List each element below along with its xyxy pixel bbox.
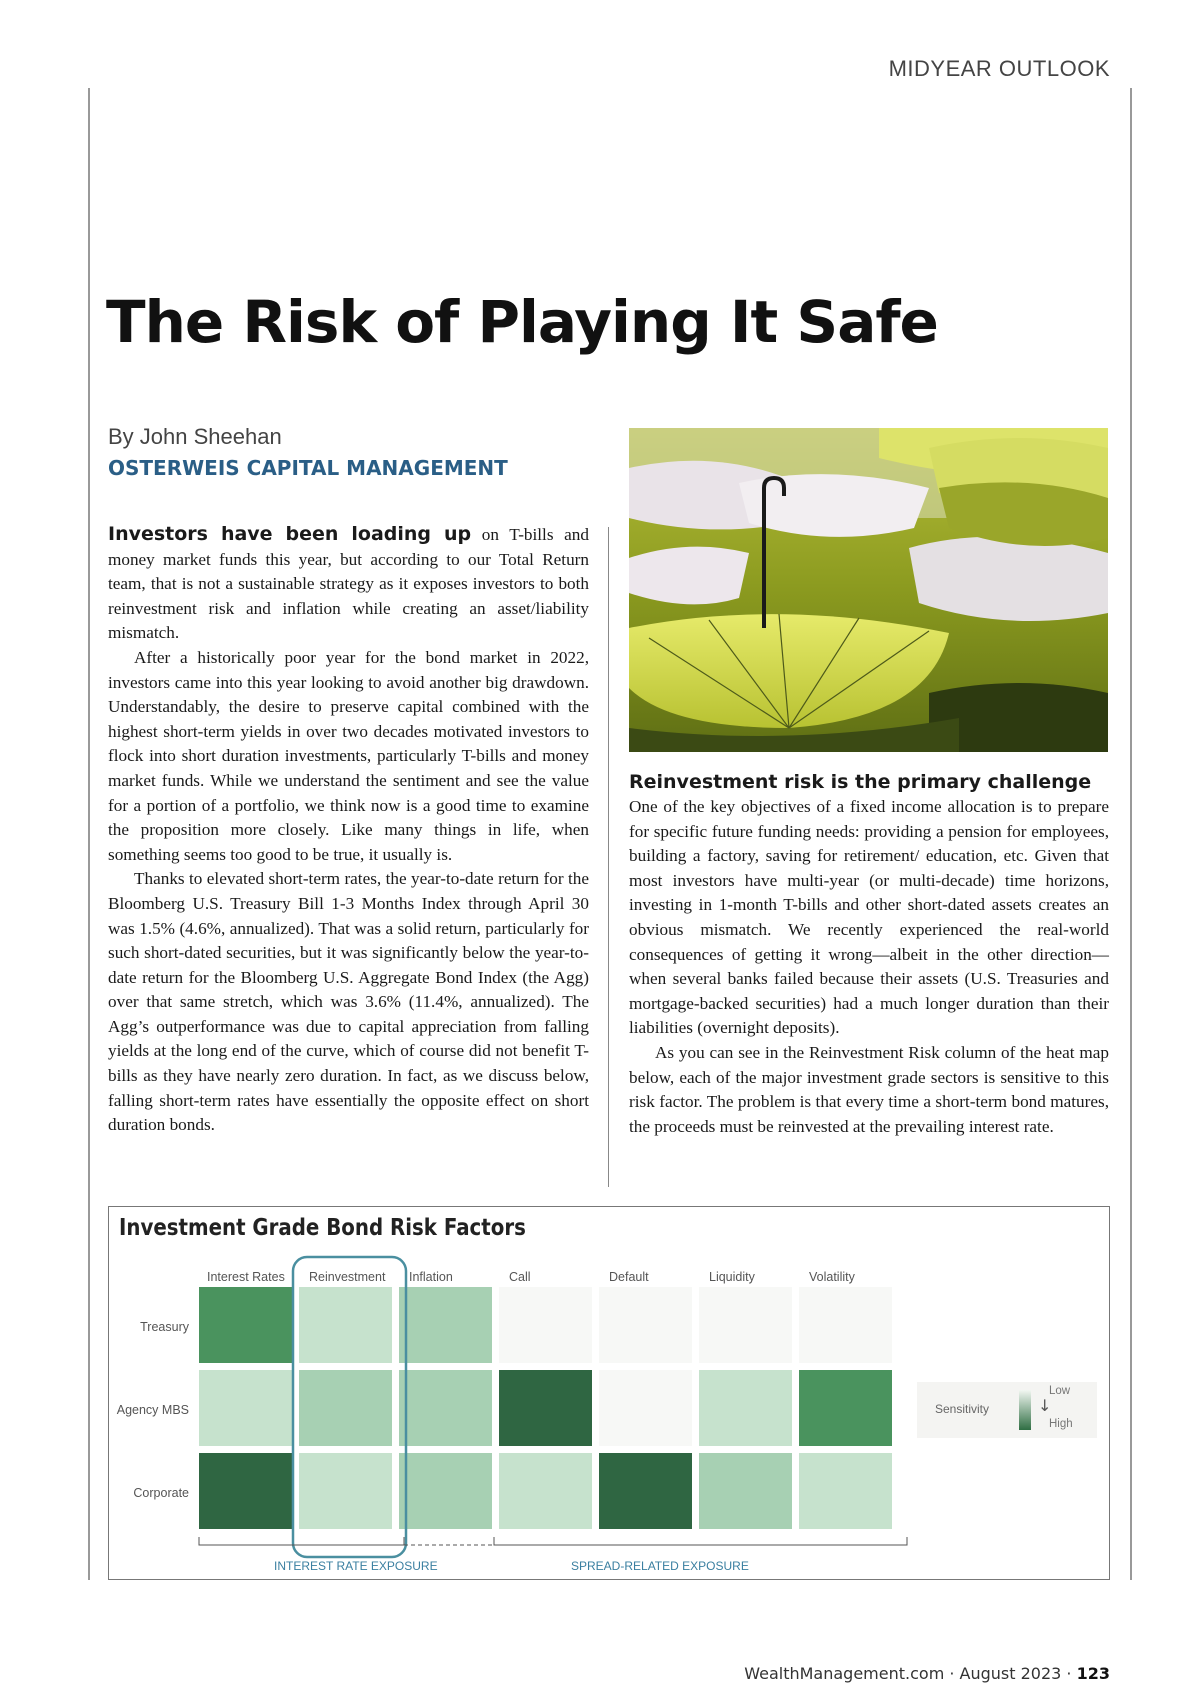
- paragraph-2: After a historically poor year for the bond market in 2022, investors came into this year looking to avoid another big drawdown. Understandably, the desire to preserve capital combined with the highest short-term yields in over two decades motivated investors to flock into short duration investments, particularly T-bills and money market funds. While we understand the sentiment and see the value for a portion of a portfolio, we think now is a good time to examine the proposition more closely. Like many things in life, when something seems too good to be true, it usually is.: [108, 647, 589, 864]
- heatmap-cell-agency-mbs-interest-rates: [199, 1370, 292, 1446]
- heatmap-cell-agency-mbs-call: [499, 1370, 592, 1446]
- lead-in: Investors have been loading up: [108, 523, 472, 545]
- heatmap-cell-corporate-interest-rates: [199, 1453, 292, 1529]
- col-head-liquidity: Liquidity: [709, 1270, 755, 1284]
- heatmap-cell-treasury-interest-rates: [199, 1287, 292, 1363]
- col-head-reinvestment: Reinvestment: [309, 1270, 386, 1284]
- col-head-volatility: Volatility: [809, 1270, 855, 1284]
- legend-gradient: [1019, 1390, 1031, 1430]
- row-head-treasury: Treasury: [140, 1320, 189, 1334]
- paragraph-3: Thanks to elevated short-term rates, the year-to-date return for the Bloomberg U.S. Treasury Bill 1-3 Months Index through April 30 was 1.5% (4.6%, annualized). That was a solid return, particularly for such short-dated securities, but it was significantly below the year-to-date return for the Bloomberg U.S. Aggregate Bond Index (the Agg) over that same stretch, which was 3.6% (11.4%, annualized). The Agg’s outperformance was due to capital appreciation from falling yields at the long end of the curve, which of course did not benefit T-bills as they have nearly zero duration. In fact, as we discuss below, falling short-term rates have essentially the opposite effect on short duration bonds.: [108, 869, 589, 1135]
- heatmap-cell-treasury-reinvestment: [299, 1287, 392, 1363]
- col-head-interest-rates: Interest Rates: [207, 1270, 285, 1284]
- heatmap-cell-agency-mbs-inflation: [399, 1370, 492, 1446]
- left-margin-rule: [88, 88, 90, 1580]
- col-head-call: Call: [509, 1270, 531, 1284]
- umbrellas-illustration: [629, 428, 1108, 752]
- page-number: 123: [1076, 1664, 1110, 1683]
- row-head-corporate: Corporate: [133, 1486, 189, 1500]
- down-arrow-icon: ↓: [1038, 1396, 1052, 1415]
- spread-bracket: [494, 1537, 907, 1545]
- heatmap-cell-treasury-liquidity: [699, 1287, 792, 1363]
- section-label: MIDYEAR OUTLOOK: [888, 56, 1110, 81]
- subhead: Reinvestment risk is the primary challenge: [629, 771, 1092, 793]
- sensitivity-legend: [917, 1382, 1097, 1438]
- heatmap-cell-treasury-default: [599, 1287, 692, 1363]
- col-head-inflation: Inflation: [409, 1270, 453, 1284]
- heatmap-cell-corporate-reinvestment: [299, 1453, 392, 1529]
- heatmap-cell-agency-mbs-default: [599, 1370, 692, 1446]
- interest-rate-exposure-label: INTEREST RATE EXPOSURE: [274, 1559, 438, 1573]
- interest-rate-bracket: [199, 1537, 404, 1545]
- heatmap-cell-corporate-inflation: [399, 1453, 492, 1529]
- heatmap-cell-agency-mbs-liquidity: [699, 1370, 792, 1446]
- left-column: [108, 522, 589, 1138]
- lead-text: on T-bills and money market funds this year, but according to our Total Return team, that is not a sustainable strategy as it exposes investors to both reinvestment risk and inflation while creating an asset/liability mismatch.: [108, 525, 589, 643]
- lead-paragraph: [108, 522, 589, 646]
- col-head-default: Default: [609, 1270, 649, 1284]
- heatmap-cell-corporate-call: [499, 1453, 592, 1529]
- right-margin-rule: [1130, 88, 1132, 1580]
- heatmap-cell-treasury-volatility: [799, 1287, 892, 1363]
- heatmap-cell-corporate-volatility: [799, 1453, 892, 1529]
- chart-title: Investment Grade Bond Risk Factors: [119, 1215, 526, 1241]
- author-firm: OSTERWEIS CAPITAL MANAGEMENT: [108, 456, 508, 480]
- heatmap-cell-corporate-default: [599, 1453, 692, 1529]
- spread-exposure-label: SPREAD-RELATED EXPOSURE: [571, 1559, 749, 1573]
- row-head-agency-mbs: Agency MBS: [116, 1403, 189, 1417]
- umbrellas-photo: [629, 428, 1108, 752]
- legend-high: High: [1049, 1418, 1073, 1430]
- paragraph-5: As you can see in the Reinvestment Risk column of the heat map below, each of the major investment grade sectors is sensitive to this risk factor. The problem is that every time a short-term bond matures, the proceeds must be reinvested at the prevailing interest rate.: [629, 1042, 1109, 1136]
- heatmap-cell-treasury-inflation: [399, 1287, 492, 1363]
- page-footer: [744, 1664, 1110, 1683]
- paragraph-4: One of the key objectives of a fixed income allocation is to prepare for specific future funding needs: providing a pension for employees, building a factory, saving for retirement/ education, etc. Given that most investors have multi-year (or multi-decade) time horizons, investing in 1-month T-bills and other short-dated assets creates an obvious mismatch. We recently experienced the real-world consequences of getting it wrong—albeit in the other direction—when several banks failed because their assets (U.S. Treasuries and mortgage-backed securities) had a much longer duration than their liabilities (overnight deposits).: [629, 797, 1109, 1038]
- right-column: [629, 769, 1109, 1139]
- article-title: The Risk of Playing It Safe: [106, 288, 938, 356]
- legend-low: Low: [1049, 1385, 1071, 1397]
- heatmap-cell-corporate-liquidity: [699, 1453, 792, 1529]
- footer-site: WealthManagement.com · August 2023 ·: [744, 1664, 1077, 1683]
- bracket-dashed-link: [404, 1537, 494, 1545]
- heatmap-cell-treasury-call: [499, 1287, 592, 1363]
- heatmap-cell-agency-mbs-volatility: [799, 1370, 892, 1446]
- heatmap-cell-agency-mbs-reinvestment: [299, 1370, 392, 1446]
- byline: By John Sheehan: [108, 424, 282, 449]
- risk-heatmap-chart: [108, 1206, 1110, 1580]
- legend-label: Sensitivity: [935, 1402, 990, 1416]
- column-divider: [608, 527, 609, 1187]
